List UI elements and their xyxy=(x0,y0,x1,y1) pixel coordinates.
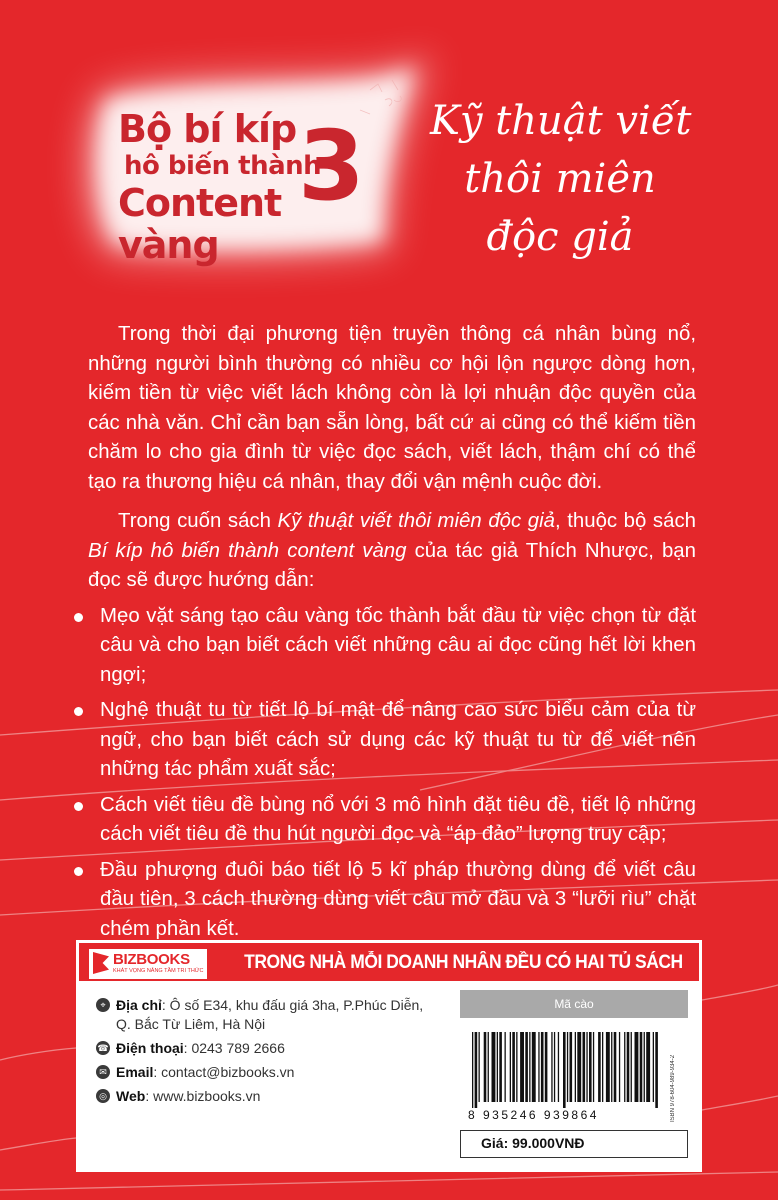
barcode-bar xyxy=(499,1032,502,1102)
barcode-bar xyxy=(563,1032,566,1108)
guide-suffix: của tác giả Thích Nhược, bạn đọc sẽ được hướng dẫn: xyxy=(88,539,696,591)
guide-series-title: Bí kíp hô biến thành content vàng xyxy=(88,539,407,562)
barcode-bar xyxy=(586,1032,587,1102)
logo-name: BIZBOOKS xyxy=(113,951,190,968)
barcode-bar xyxy=(512,1032,515,1102)
barcode-bars xyxy=(460,1032,666,1108)
barcode-bar xyxy=(598,1032,601,1102)
email-label: Email xyxy=(116,1064,154,1080)
barcode-bar xyxy=(567,1032,568,1102)
email-row xyxy=(96,1063,456,1082)
barcode-bar xyxy=(635,1032,639,1102)
barcode-bar xyxy=(646,1032,650,1102)
book-title-line-3: độc giả xyxy=(486,214,634,260)
barcode-bar xyxy=(516,1032,517,1102)
publisher-slogan: TRONG NHÀ MỖI DOANH NHÂN ĐỀU CÓ HAI TỦ SÁCH xyxy=(244,952,683,973)
barcode-bar xyxy=(479,1032,480,1102)
barcode-bar xyxy=(538,1032,539,1102)
location-icon: ⌖ xyxy=(96,998,110,1012)
bizbooks-logo xyxy=(89,949,207,979)
phone-icon: ☎ xyxy=(97,1043,109,1053)
barcode-bar xyxy=(488,1032,489,1102)
scratch-code-box: Mã cào xyxy=(460,990,688,1018)
intro-paragraph: Trong thời đại phương tiện truyền thông cá nhân bùng nổ, những người bình thường có nhiều cơ hội lộn ngược dòng hơn, kiếm tiền từ việc viết lách không còn là lợi nhuận độc quyền của các nhà văn. Chỉ cần bạn sẵn lòng, bất cứ ai cũng có thể kiếm tiền chăm lo cho gia đình từ việc đọc sách, viết lách, thậm chí có thể tạo ra thương hiệu cá nhân, thay đổi vận mệnh cuộc đời. xyxy=(88,323,696,493)
guide-paragraph xyxy=(88,507,696,596)
guide-book-title: Kỹ thuật viết thôi miên độc giả xyxy=(277,510,555,532)
description xyxy=(88,320,696,950)
barcode-bar xyxy=(619,1032,620,1102)
barcode xyxy=(460,1032,688,1124)
publisher-box xyxy=(76,940,702,1172)
barcode-bar xyxy=(525,1032,528,1102)
barcode-bar xyxy=(577,1032,581,1102)
barcode-bar xyxy=(570,1032,573,1102)
feature-list xyxy=(88,602,696,945)
barcode-bar xyxy=(472,1032,473,1108)
barcode-bar xyxy=(593,1032,594,1102)
barcode-bar xyxy=(602,1032,603,1102)
book-title xyxy=(430,92,690,266)
barcode-bar xyxy=(475,1032,478,1108)
barcode-bar xyxy=(492,1032,496,1102)
barcode-bar xyxy=(558,1032,559,1102)
barcode-bar xyxy=(575,1032,576,1102)
guide-prefix: Trong cuốn sách xyxy=(118,510,278,532)
barcode-bar xyxy=(606,1032,610,1102)
barcode-bar xyxy=(627,1032,630,1102)
publisher-header xyxy=(76,940,702,984)
price-label: Giá: 99.000VNĐ xyxy=(460,1130,688,1158)
barcode-bar xyxy=(551,1032,552,1102)
barcode-bar xyxy=(655,1032,658,1108)
address-line-1: : Ô số E34, khu đấu giá 3ha, P.Phúc Diễn, xyxy=(161,997,424,1013)
barcode-bar xyxy=(532,1032,536,1102)
barcode-bar xyxy=(554,1032,555,1102)
series-line-1: Bộ bí kíp xyxy=(118,107,297,151)
address-label: Địa chỉ xyxy=(116,997,162,1013)
barcode-number: 8 935246 939864 xyxy=(468,1108,599,1122)
barcode-bar xyxy=(631,1032,632,1102)
isbn-side-text: ISBN 978-604-989-934-2 xyxy=(670,1054,676,1122)
barcode-bar xyxy=(644,1032,645,1102)
email-value: : contact@bizbooks.vn xyxy=(153,1064,295,1080)
barcode-bar xyxy=(484,1032,487,1102)
web-value: : www.bizbooks.vn xyxy=(145,1088,261,1104)
address-row xyxy=(96,996,456,1034)
logo-icon xyxy=(93,952,109,974)
barcode-bar xyxy=(520,1032,524,1102)
barcode-bar xyxy=(510,1032,511,1102)
barcode-bar xyxy=(653,1032,654,1102)
phone-row xyxy=(96,1039,456,1058)
web-label: Web xyxy=(116,1088,146,1104)
barcode-bar xyxy=(545,1032,548,1102)
barcode-bar xyxy=(583,1032,586,1102)
series-line-2: hô biến thành xyxy=(124,151,322,181)
phone-label: Điện thoại xyxy=(116,1040,184,1056)
contact-info xyxy=(96,996,456,1111)
barcode-bar xyxy=(640,1032,643,1102)
barcode-bar xyxy=(505,1032,506,1102)
barcode-bar xyxy=(624,1032,625,1102)
guide-middle: , thuộc bộ sách xyxy=(554,510,696,532)
series-number: 3 xyxy=(298,110,365,222)
book-title-line-1: Kỹ thuật viết xyxy=(430,98,692,144)
list-item: Cách viết tiêu đề bùng nổ với 3 mô hình đặt tiêu đề, tiết lộ những cách viết tiêu đề thu hút người đọc và “áp đảo” lượng truy cập; xyxy=(88,791,696,850)
list-item: Nghệ thuật tu từ tiết lộ bí mật để nâng cao sức biểu cảm của từ ngữ, cho bạn biết cách sử dụng các kỹ thuật tu từ để viết nên những tác phẩm xuất sắc; xyxy=(88,696,696,785)
barcode-bar xyxy=(611,1032,612,1102)
web-row xyxy=(96,1087,456,1106)
address-line-2: Q. Bắc Từ Liêm, Hà Nội xyxy=(116,1016,266,1032)
logo-tagline: KHÁT VỌNG NÂNG TẦM TRI THỨC xyxy=(113,968,204,974)
list-item: Đầu phượng đuôi báo tiết lộ 5 kĩ pháp thường dùng để viết câu đầu tiên, 3 cách thường dùng viết câu mở đầu và 3 “lưỡi rìu” chặt chém phần kết. xyxy=(88,856,696,945)
barcode-bar xyxy=(614,1032,617,1102)
barcode-bar xyxy=(589,1032,592,1102)
barcode-bar xyxy=(497,1032,498,1102)
barcode-bar xyxy=(541,1032,544,1102)
book-title-line-2: thôi miên xyxy=(464,156,656,202)
web-icon: ◎ xyxy=(96,1089,110,1103)
phone-value: : 0243 789 2666 xyxy=(183,1040,285,1056)
email-icon: ✉ xyxy=(96,1065,110,1079)
series-line-3: Content vàng xyxy=(118,181,282,267)
barcode-bar xyxy=(529,1032,530,1102)
list-item: Mẹo vặt sáng tạo câu vàng tốc thành bắt đầu từ việc chọn từ đặt câu và cho bạn biết cách viết những câu ai đọc cũng hết lời khen ngợi; xyxy=(88,602,696,691)
